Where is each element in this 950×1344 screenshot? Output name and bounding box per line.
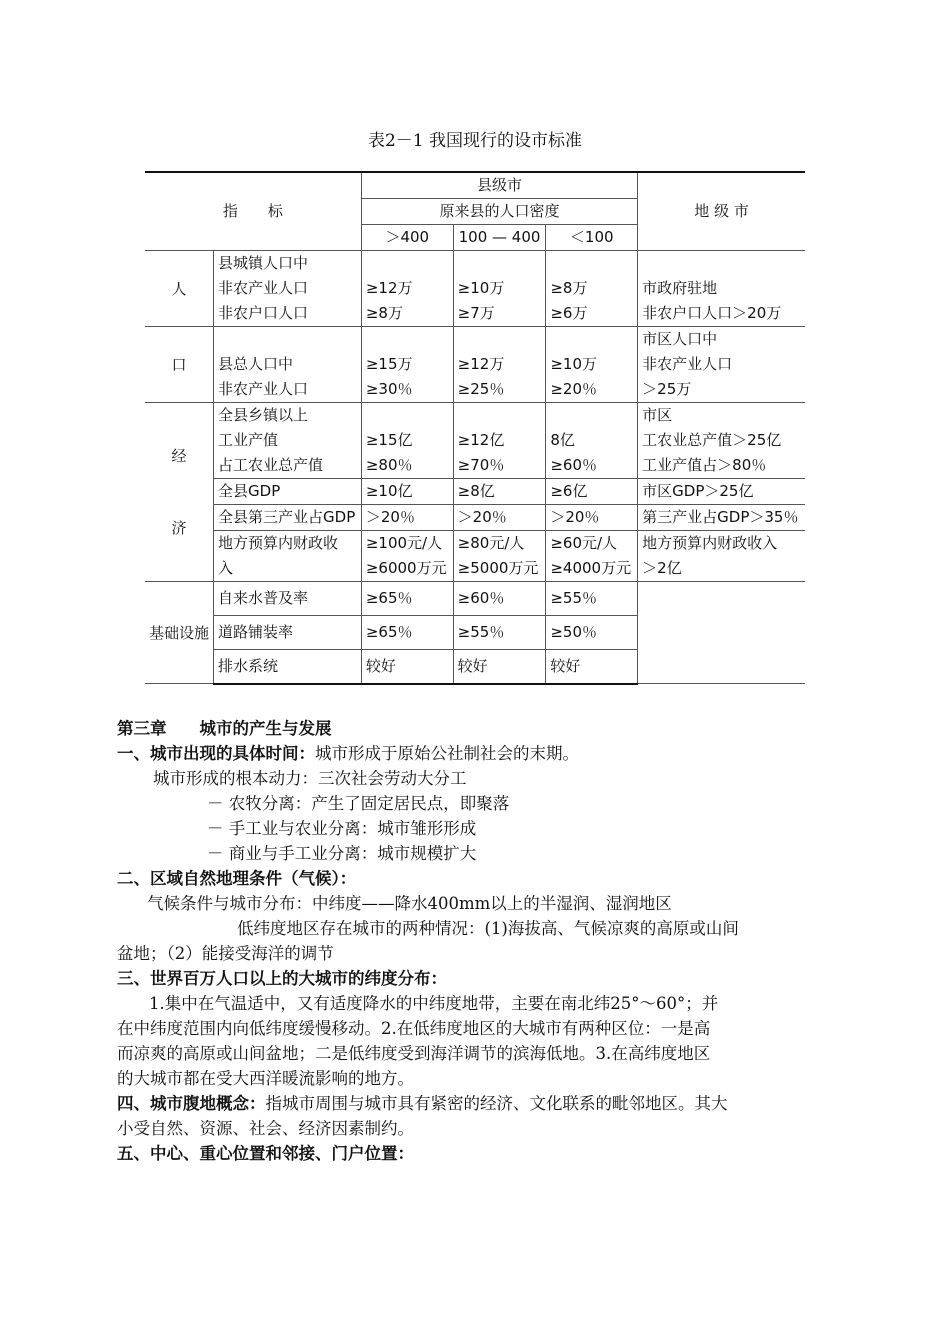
table-row — [145, 479, 805, 505]
table-row — [145, 582, 805, 616]
category-population-1: 人 — [145, 251, 214, 327]
value-cell: ≥65％ — [361, 582, 453, 616]
density-col-3: ＜100 — [546, 225, 638, 251]
value-cell: 较好 — [361, 650, 453, 684]
table-caption: 表2－1 我国现行的设市标准 — [367, 131, 583, 151]
indicator-cell: 地方预算内财政收 入 — [214, 531, 362, 582]
chapter-body — [117, 716, 809, 1166]
value-cell: ≥12亿 ≥70％ — [453, 403, 546, 479]
prefecture-cell: 市政府驻地 非农户口人口＞20万 — [638, 251, 805, 327]
value-cell: ≥55％ — [453, 616, 546, 650]
header-density: 原来县的人口密度 — [361, 199, 637, 225]
indicator-cell: 自来水普及率 — [214, 582, 362, 616]
value-cell: 8亿 ≥60％ — [546, 403, 638, 479]
prefecture-cell: 市区GDP＞25亿 — [638, 479, 805, 505]
section-1-sub: 城市形成的根本动力：三次社会劳动大分工 — [153, 769, 467, 788]
prefecture-cell: 市区 工农业总产值＞25亿 工业产值占＞80％ — [638, 403, 805, 479]
value-cell: ＞20％ — [453, 505, 546, 531]
table-row — [145, 505, 805, 531]
value-cell: ≥10万 ≥7万 — [453, 251, 546, 327]
value-cell: ≥12万 ≥25％ — [453, 327, 546, 403]
bullet-3: － 商业与手工业分离：城市规模扩大 — [207, 844, 477, 863]
header-prefecture-city: 地 级 市 — [638, 172, 805, 251]
density-col-1: ＞400 — [361, 225, 453, 251]
section-2-line-3: 盆地；（2）能接受海洋的调节 — [117, 944, 334, 963]
value-cell: ≥80元/人 ≥5000万元 — [453, 531, 546, 582]
value-cell: ≥65％ — [361, 616, 453, 650]
category-infrastructure: 基础设施 — [145, 582, 214, 684]
indicator-cell: 排水系统 — [214, 650, 362, 684]
value-cell: ≥100元/人 ≥6000万元 — [361, 531, 453, 582]
value-cell: ≥60％ — [453, 582, 546, 616]
table-row — [145, 403, 805, 479]
value-cell: 较好 — [453, 650, 546, 684]
header-indicator: 指 标 — [145, 172, 361, 251]
table-row — [145, 251, 805, 327]
value-cell: ≥60元/人 ≥4000万元 — [546, 531, 638, 582]
section-3-line-4: 的大城市都在受大西洋暖流影响的地方。 — [117, 1069, 414, 1088]
section-2-heading: 二、区域自然地理条件（气候）： — [117, 869, 357, 888]
section-1-line — [117, 741, 809, 766]
section-4-heading: 四、城市腹地概念： — [117, 1094, 266, 1113]
prefecture-cell-empty — [638, 582, 805, 684]
indicator-cell: 县城镇人口中 非农产业人口 非农户口人口 — [214, 251, 362, 327]
category-economy: 经 济 — [145, 403, 214, 582]
section-4-line-2: 小受自然、资源、社会、经济因素制约。 — [117, 1119, 414, 1138]
section-3-heading: 三、世界百万人口以上的大城市的纬度分布： — [117, 969, 447, 988]
section-3-line-2: 在中纬度范围内向低纬度缓慢移动。2.在低纬度地区的大城市有两种区位：一是高 — [117, 1019, 711, 1038]
value-cell: ＞20％ — [546, 505, 638, 531]
value-cell: ≥15亿 ≥80％ — [361, 403, 453, 479]
value-cell: ≥10亿 — [361, 479, 453, 505]
value-cell: ≥6亿 — [546, 479, 638, 505]
value-cell: ≥12万 ≥8万 — [361, 251, 453, 327]
table-row — [145, 531, 805, 582]
chapter-title: 第三章 城市的产生与发展 — [117, 719, 332, 738]
density-col-2: 100 — 400 — [453, 225, 546, 251]
indicator-cell: 全县GDP — [214, 479, 362, 505]
prefecture-cell: 第三产业占GDP＞35％ — [638, 505, 805, 531]
indicator-cell: 全县第三产业占GDP — [214, 505, 362, 531]
value-cell: ≥15万 ≥30％ — [361, 327, 453, 403]
header-county-city: 县级市 — [361, 172, 637, 199]
section-4-line — [117, 1091, 809, 1116]
category-population-2: 口 — [145, 327, 214, 403]
bullet-1: － 农牧分离：产生了固定居民点，即聚落 — [207, 794, 510, 813]
prefecture-cell: 市区人口中 非农产业人口 ＞25万 — [638, 327, 805, 403]
bullet-2: － 手工业与农业分离：城市雏形形成 — [207, 819, 477, 838]
section-1-text: 城市形成于原始公社制社会的末期。 — [315, 744, 579, 763]
section-5-heading: 五、中心、重心位置和邻接、门户位置： — [117, 1144, 414, 1163]
indicator-cell: 县总人口中 非农产业人口 — [214, 327, 362, 403]
value-cell: 较好 — [546, 650, 638, 684]
section-3-line-1: 1.集中在气温适中，又有适度降水的中纬度地带，主要在南北纬25°～60°；并 — [149, 994, 719, 1013]
section-2-line-2: 低纬度地区存在城市的两种情况：(1)海拔高、气候凉爽的高原或山间 — [237, 919, 739, 938]
section-2-line-1: 气候条件与城市分布：中纬度——降水400mm以上的半湿润、湿润地区 — [147, 894, 672, 913]
section-4-text: 指城市周围与城市具有紧密的经济、文化联系的毗邻地区。其大 — [265, 1094, 728, 1113]
prefecture-cell: 地方预算内财政收入 ＞2亿 — [638, 531, 805, 582]
table-row — [145, 327, 805, 403]
indicator-cell: 道路铺装率 — [214, 616, 362, 650]
value-cell: ≥55％ — [546, 582, 638, 616]
value-cell: ≥8亿 — [453, 479, 546, 505]
value-cell: ＞20％ — [361, 505, 453, 531]
indicator-cell: 全县乡镇以上 工业产值 占工农业总产值 — [214, 403, 362, 479]
value-cell: ≥8万 ≥6万 — [546, 251, 638, 327]
city-standard-table — [145, 171, 805, 685]
section-1-heading: 一、城市出现的具体时间： — [117, 744, 315, 763]
value-cell: ≥10万 ≥20％ — [546, 327, 638, 403]
section-3-line-3: 而凉爽的高原或山间盆地；二是低纬度受到海洋调节的滨海低地。3.在高纬度地区 — [117, 1044, 711, 1063]
value-cell: ≥50％ — [546, 616, 638, 650]
